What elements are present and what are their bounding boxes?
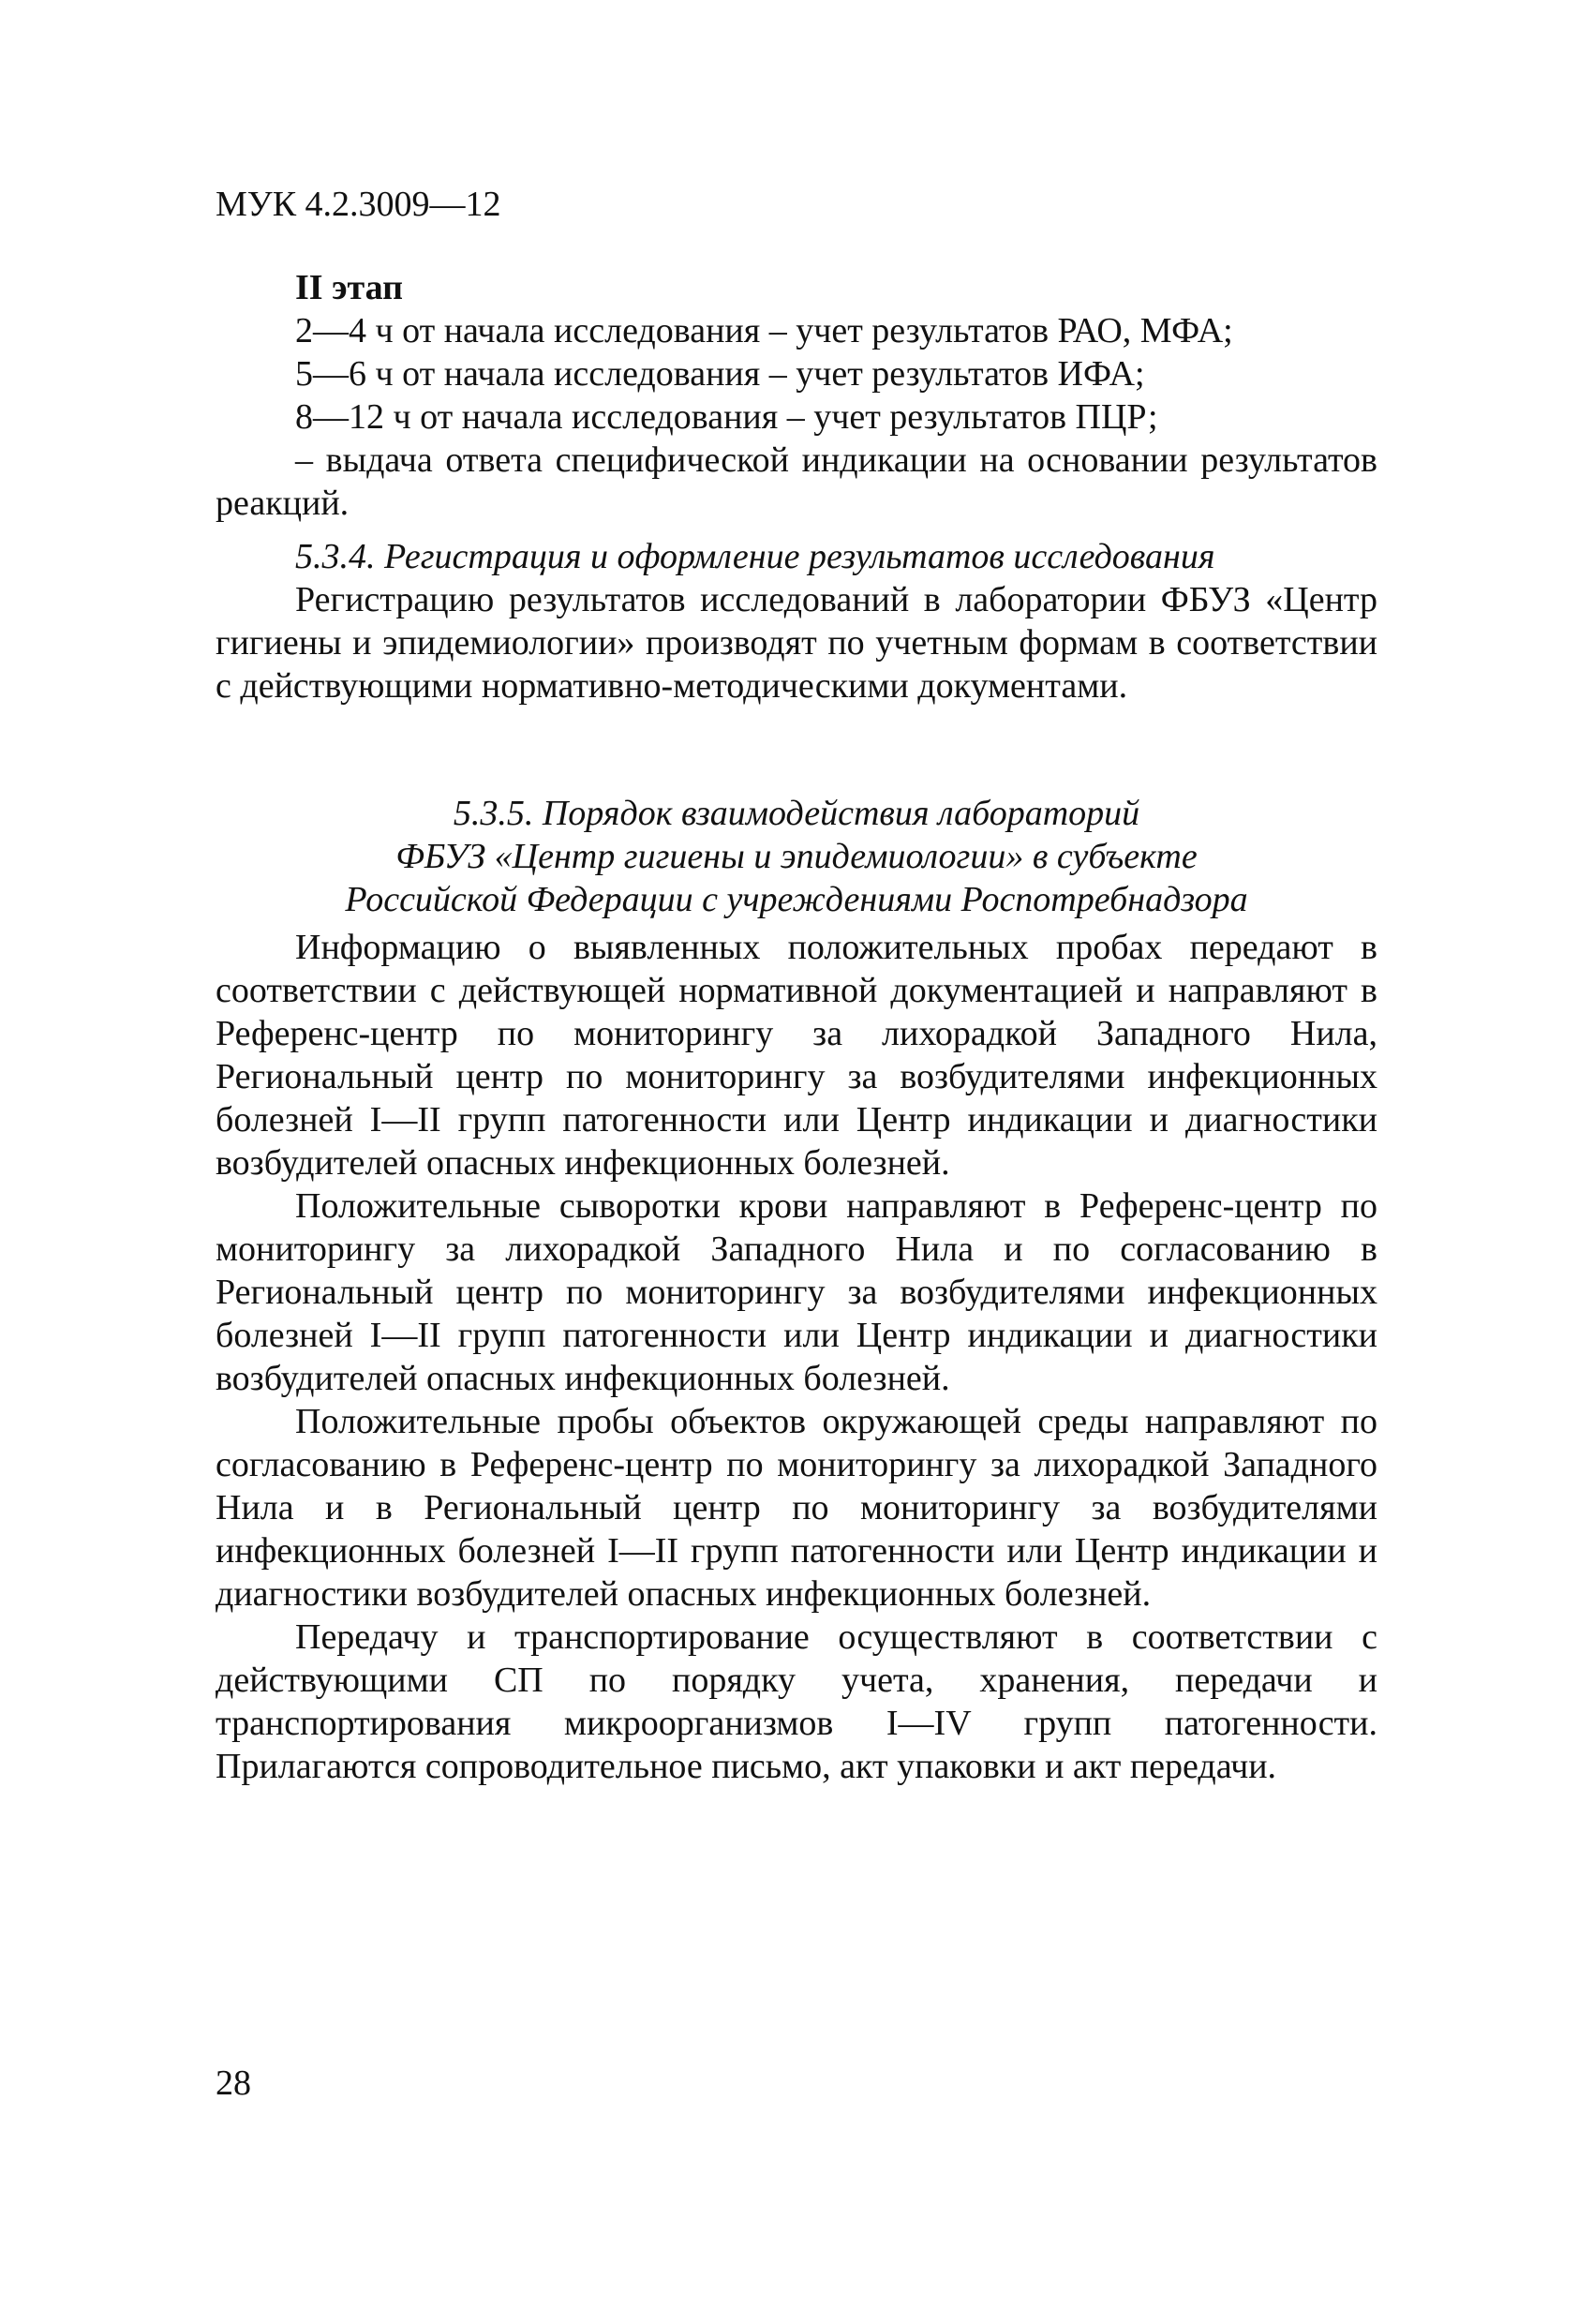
section-5-3-5-paragraph: Положительные сыворотки крови направляют в Референс-центр по мониторингу за лихорадкой Западного Нила и по согласованию в Региональный центр по мониторингу за возбудителями инфекционных болезней I—II групп патогенности или Центр индикации и диагностики возбудителей опасных инфекционных болезней. [216,1186,1377,1398]
section-5-3-5-heading-line: Российской Федерации с учреждениями Роспотребнадзора [345,880,1248,919]
page-number: 28 [216,2063,251,2103]
section-5-3-5-heading-line: 5.3.5. Порядок взаимодействия лабораторий [453,794,1140,833]
section-5-3-5-paragraph: Положительные пробы объектов окружающей среды направляют по согласованию в Референс-центр по мониторингу за лихорадкой Западного Нила и в Региональный центр по мониторингу за возбудителями инфекционных болезней I—II групп патогенности или Центр индикации и диагностики возбудителей опасных инфекционных болезней. [216,1402,1377,1614]
section-5-3-5-paragraph: Передачу и транспортирование осуществляют в соответствии с действующими СП по порядку учета, хранения, передачи и транспортирования микроорганизмов I—IV групп патогенности. Прилагаются сопроводительное письмо, акт упаковки и акт передачи. [216,1617,1377,1786]
section-5-3-5-body [216,926,1377,1788]
section-5-3-4-heading: 5.3.4. Регистрация и оформление результатов исследования [295,537,1215,576]
stage-2-title: II этап [295,268,404,307]
section-5-3-4 [216,535,1377,708]
stage-2-line: 8—12 ч от начала исследования – учет результатов ПЦР; [295,397,1158,437]
document-code: МУК 4.2.3009—12 [216,185,501,224]
stage-2-line: 2—4 ч от начала исследования – учет результатов РАО, МФА; [295,311,1233,350]
stage-2-line: – выдача ответа специфической индикации на основании результатов реакций. [216,440,1377,523]
section-5-3-5-paragraph: Информацию о выявленных положительных пробах передают в соответствии с действующей нормативной документацией и направляют в Референс-центр по мониторингу за лихорадкой Западного Нила, Региональный центр по мониторингу за возбудителями инфекционных болезней I—II групп патогенности или Центр индикации и диагностики возбудителей опасных инфекционных болезней. [216,928,1377,1183]
section-5-3-4-paragraph: Регистрацию результатов исследований в лаборатории ФБУЗ «Центр гигиены и эпидемиологии» производят по учетным формам в соответствии с действующими нормативно-методическими документами. [216,580,1377,706]
section-5-3-5-heading [216,792,1377,921]
section-5-3-5-heading-line: ФБУЗ «Центр гигиены и эпидемиологии» в субъекте [395,837,1198,876]
stage-2-block [216,266,1377,525]
stage-2-line: 5—6 ч от начала исследования – учет результатов ИФА; [295,354,1145,394]
